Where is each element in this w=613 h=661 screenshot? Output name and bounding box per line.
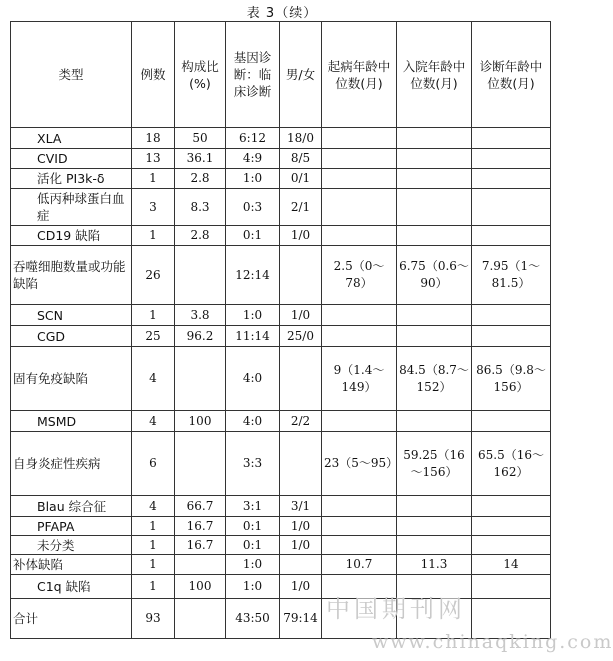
cell-count: 1: [132, 536, 175, 555]
table-row: [11, 347, 551, 411]
cell-sex: [280, 432, 322, 496]
cell-count: 26: [132, 246, 175, 305]
cell-admission-age: [397, 128, 472, 149]
cell-count: 4: [132, 347, 175, 411]
cell-ratio: 100: [175, 575, 226, 599]
header-row: [11, 22, 551, 128]
watermark-url: www.chinaqking.com: [372, 631, 613, 653]
cell-type: 低丙种球蛋白血症: [11, 189, 132, 226]
cell-type: SCN: [11, 305, 132, 326]
cell-diagnosis-age: [472, 575, 551, 599]
cell-sex: 3/1: [280, 496, 322, 517]
cell-diagnosis-age: 7.95（1～81.5）: [472, 246, 551, 305]
cell-ratio: 16.7: [175, 536, 226, 555]
cell-ratio: 2.8: [175, 226, 226, 246]
cell-type: CGD: [11, 326, 132, 347]
cell-gene-diagnosis: 11:14: [226, 326, 280, 347]
cell-diagnosis-age: [472, 326, 551, 347]
cell-count: 1: [132, 555, 175, 575]
cell-onset-age: [322, 226, 397, 246]
cell-count: 1: [132, 305, 175, 326]
cell-type: 合计: [11, 599, 132, 639]
cell-type: MSMD: [11, 411, 132, 432]
header-count: 例数: [132, 22, 175, 128]
table-row: [11, 496, 551, 517]
table-row: [11, 128, 551, 149]
cell-admission-age: [397, 496, 472, 517]
cell-ratio: 36.1: [175, 149, 226, 169]
cell-diagnosis-age: [472, 169, 551, 189]
cell-diagnosis-age: 14: [472, 555, 551, 575]
cell-admission-age: [397, 169, 472, 189]
cell-ratio: 100: [175, 411, 226, 432]
cell-type: Blau 综合征: [11, 496, 132, 517]
cell-onset-age: [322, 496, 397, 517]
table-row: [11, 246, 551, 305]
cell-onset-age: [322, 536, 397, 555]
cell-sex: 1/0: [280, 305, 322, 326]
cell-admission-age: 6.75（0.6～90）: [397, 246, 472, 305]
cell-ratio: 50: [175, 128, 226, 149]
cell-gene-diagnosis: 1:0: [226, 305, 280, 326]
cell-sex: 8/5: [280, 149, 322, 169]
cell-admission-age: [397, 226, 472, 246]
table-row: [11, 149, 551, 169]
cell-diagnosis-age: [472, 226, 551, 246]
cell-type: 未分类: [11, 536, 132, 555]
cell-sex: 1/0: [280, 536, 322, 555]
cell-diagnosis-age: 86.5（9.8～156）: [472, 347, 551, 411]
table-row: [11, 305, 551, 326]
cell-type: CVID: [11, 149, 132, 169]
cell-count: 3: [132, 189, 175, 226]
table-row: [11, 189, 551, 226]
cell-sex: [280, 347, 322, 411]
table-row: [11, 555, 551, 575]
cell-ratio: [175, 432, 226, 496]
cell-ratio: [175, 555, 226, 575]
cell-sex: 1/0: [280, 226, 322, 246]
header-type: 类型: [11, 22, 132, 128]
cell-sex: 25/0: [280, 326, 322, 347]
cell-onset-age: [322, 305, 397, 326]
cell-sex: 79:14: [280, 599, 322, 639]
cell-gene-diagnosis: 4:0: [226, 411, 280, 432]
cell-ratio: 8.3: [175, 189, 226, 226]
cell-onset-age: [322, 149, 397, 169]
table-row: [11, 517, 551, 536]
cell-admission-age: [397, 411, 472, 432]
cell-type: CD19 缺陷: [11, 226, 132, 246]
cell-diagnosis-age: [472, 128, 551, 149]
cell-diagnosis-age: [472, 536, 551, 555]
cell-sex: 2/1: [280, 189, 322, 226]
cell-count: 4: [132, 496, 175, 517]
cell-type: 补体缺陷: [11, 555, 132, 575]
cell-diagnosis-age: [472, 305, 551, 326]
cell-diagnosis-age: 65.5（16～162）: [472, 432, 551, 496]
cell-admission-age: [397, 536, 472, 555]
cell-count: 1: [132, 226, 175, 246]
cell-count: 93: [132, 599, 175, 639]
cell-ratio: 66.7: [175, 496, 226, 517]
cell-admission-age: [397, 599, 472, 639]
cell-gene-diagnosis: 4:0: [226, 347, 280, 411]
header-ratio: 构成比(%): [175, 22, 226, 128]
cell-onset-age: 10.7: [322, 555, 397, 575]
cell-sex: 1/0: [280, 575, 322, 599]
cell-sex: 2/2: [280, 411, 322, 432]
cell-admission-age: [397, 189, 472, 226]
cell-ratio: 96.2: [175, 326, 226, 347]
cell-admission-age: [397, 517, 472, 536]
cell-gene-diagnosis: 3:3: [226, 432, 280, 496]
cell-admission-age: [397, 575, 472, 599]
cell-onset-age: [322, 128, 397, 149]
cell-count: 1: [132, 169, 175, 189]
header-diagnosis-age: 诊断年龄中位数(月): [472, 22, 551, 128]
table-row: [11, 169, 551, 189]
cell-diagnosis-age: [472, 517, 551, 536]
cell-onset-age: [322, 575, 397, 599]
cell-ratio: [175, 599, 226, 639]
table-row: [11, 575, 551, 599]
cell-sex: 1/0: [280, 517, 322, 536]
cell-admission-age: 84.5（8.7～152）: [397, 347, 472, 411]
cell-type: XLA: [11, 128, 132, 149]
cell-onset-age: 23（5～95）: [322, 432, 397, 496]
table-row: [11, 411, 551, 432]
cell-diagnosis-age: [472, 599, 551, 639]
cell-admission-age: [397, 305, 472, 326]
cell-ratio: [175, 246, 226, 305]
header-sex: 男/女: [280, 22, 322, 128]
cell-count: 1: [132, 517, 175, 536]
table-row: [11, 536, 551, 555]
cell-sex: 18/0: [280, 128, 322, 149]
cell-gene-diagnosis: 0:1: [226, 226, 280, 246]
cell-gene-diagnosis: 1:0: [226, 169, 280, 189]
cell-gene-diagnosis: 0:1: [226, 536, 280, 555]
cell-diagnosis-age: [472, 411, 551, 432]
cell-onset-age: [322, 411, 397, 432]
cell-gene-diagnosis: 6:12: [226, 128, 280, 149]
header-admission-age: 入院年龄中位数(月): [397, 22, 472, 128]
cell-onset-age: [322, 169, 397, 189]
watermark-site-name: 中国期刊网: [326, 595, 466, 623]
cell-diagnosis-age: [472, 149, 551, 169]
cell-ratio: [175, 347, 226, 411]
cell-count: 6: [132, 432, 175, 496]
table-row: [11, 226, 551, 246]
cell-type: PFAPA: [11, 517, 132, 536]
cell-admission-age: [397, 326, 472, 347]
data-table: [10, 21, 551, 639]
cell-admission-age: 11.3: [397, 555, 472, 575]
cell-sex: 0/1: [280, 169, 322, 189]
cell-ratio: 2.8: [175, 169, 226, 189]
cell-sex: [280, 246, 322, 305]
cell-gene-diagnosis: 1:0: [226, 555, 280, 575]
cell-diagnosis-age: [472, 189, 551, 226]
table-row: [11, 326, 551, 347]
cell-gene-diagnosis: 43:50: [226, 599, 280, 639]
cell-type: 固有免疫缺陷: [11, 347, 132, 411]
table-caption: 表 3（续）: [246, 6, 318, 21]
cell-count: 18: [132, 128, 175, 149]
cell-diagnosis-age: [472, 496, 551, 517]
table-row: [11, 599, 551, 639]
cell-type: 自身炎症性疾病: [11, 432, 132, 496]
cell-onset-age: [322, 517, 397, 536]
cell-type: 吞噬细胞数量或功能缺陷: [11, 246, 132, 305]
cell-type: C1q 缺陷: [11, 575, 132, 599]
cell-onset-age: [322, 326, 397, 347]
cell-ratio: 16.7: [175, 517, 226, 536]
cell-gene-diagnosis: 12:14: [226, 246, 280, 305]
cell-ratio: 3.8: [175, 305, 226, 326]
cell-gene-diagnosis: 4:9: [226, 149, 280, 169]
cell-onset-age: [322, 599, 397, 639]
cell-type: 活化 PI3k-δ: [11, 169, 132, 189]
cell-gene-diagnosis: 0:3: [226, 189, 280, 226]
cell-count: 13: [132, 149, 175, 169]
cell-admission-age: [397, 149, 472, 169]
cell-count: 1: [132, 575, 175, 599]
cell-gene-diagnosis: 1:0: [226, 575, 280, 599]
cell-onset-age: 9（1.4～149）: [322, 347, 397, 411]
table-row: [11, 432, 551, 496]
cell-count: 25: [132, 326, 175, 347]
cell-count: 4: [132, 411, 175, 432]
cell-onset-age: [322, 189, 397, 226]
cell-onset-age: 2.5（0～78）: [322, 246, 397, 305]
header-gene-diagnosis: 基因诊断：临床诊断: [226, 22, 280, 128]
cell-gene-diagnosis: 0:1: [226, 517, 280, 536]
cell-sex: [280, 555, 322, 575]
cell-admission-age: 59.25（16～156）: [397, 432, 472, 496]
header-onset-age: 起病年龄中位数(月): [322, 22, 397, 128]
cell-gene-diagnosis: 3:1: [226, 496, 280, 517]
